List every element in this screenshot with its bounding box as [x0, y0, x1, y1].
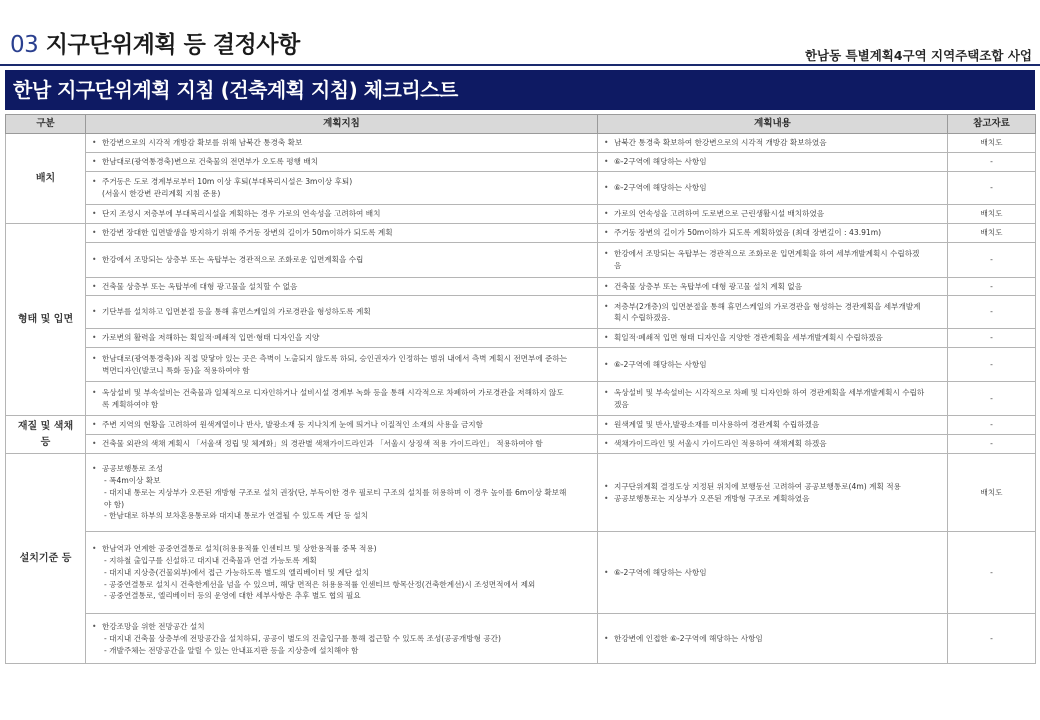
category-cell: 설치기준 등 — [6, 454, 86, 664]
plan-text: • 획일적·폐쇄적 입면 형태 디자인을 지양한 경관계획을 세부개발계획시 수립하겠음 — [604, 332, 941, 344]
guideline-cell — [86, 296, 598, 329]
plan-text: • 주거동 장변의 길이가 50m이하가 되도록 계획하였음 (최대 장변길이 : 43.91m) — [604, 227, 941, 239]
guideline-text: (서울시 한강변 관리계획 지침 준용) — [102, 188, 221, 198]
guideline-text: • 옥상설비 및 부속설비는 건축물과 일체적으로 디자인하거나 설비시설 경계부 녹화 등을 통해 시각적으로 차폐하여 가로경관을 저해하지 않도 — [92, 387, 591, 399]
table-row — [6, 329, 1036, 348]
guideline-text: 록 계획하여야 함 — [102, 399, 159, 409]
plan-cell — [598, 223, 948, 242]
plan-cell — [598, 171, 948, 204]
category-cell: 형태 및 입면 — [6, 223, 86, 416]
table-row — [6, 382, 1036, 416]
table-row — [6, 416, 1036, 435]
checklist-banner: 한남 지구단위계획 지침 (건축계획 지침) 체크리스트 — [5, 70, 1035, 110]
reference-cell: 배치도 — [948, 223, 1036, 242]
checklist-table — [5, 114, 1036, 664]
guideline-subitem: - 대지내 건축물 상층부에 전망공간을 설치하되, 공공이 별도의 진출입구를 통해 접근할 수 있도록 조성(공공개방형 공간) — [104, 633, 501, 643]
guideline-cell — [86, 223, 598, 242]
reference-cell: - — [948, 329, 1036, 348]
guideline-text: • 기단부를 설치하고 입면분절 등을 통해 휴먼스케일의 가로경관을 형성하도록 계획 — [92, 306, 591, 318]
reference-cell: - — [948, 382, 1036, 416]
guideline-text: • 한남대로(광역통경축)변으로 건축물의 전면부가 오도록 평행 배치 — [92, 156, 591, 168]
plan-text: • 공공보행통로는 지상부가 오픈된 개방형 구조로 계획하였음 — [604, 493, 941, 505]
table-row — [6, 454, 1036, 532]
guideline-subitem: - 지하철 출입구를 신설하고 대지내 건축물과 연결 가능토록 계획 — [104, 556, 317, 566]
table-row — [6, 532, 1036, 614]
plan-text: • 건축물 상층부 또는 옥탑부에 대형 광고물 설치 계획 없음 — [604, 281, 941, 293]
guideline-subitem: - 공중연결통로 설치시 건축한계선을 넘을 수 있으며, 해당 면적은 허용용적률 인센티브 항목산정(건축한계선)시 조성면적에서 제외 — [104, 579, 536, 589]
plan-cell — [598, 532, 948, 614]
guideline-cell — [86, 614, 598, 664]
header-reference: 참고자료 — [948, 115, 1036, 134]
guideline-cell — [86, 277, 598, 296]
plan-cell — [598, 416, 948, 435]
plan-cell — [598, 296, 948, 329]
plan-text: • 옥상설비 및 부속설비는 시각적으로 차폐 및 디자인화 하여 경관계획을 세부개발계획시 수립하 — [604, 387, 941, 399]
table-row — [6, 204, 1036, 223]
table-row — [6, 614, 1036, 664]
reference-cell: 배치도 — [948, 454, 1036, 532]
guideline-text: • 건축물 상층부 또는 옥탑부에 대형 광고물을 설치할 수 없음 — [92, 281, 591, 293]
plan-text: • 한강에서 조망되는 옥탑부는 경관적으로 조화로운 입면계획을 하여 세부개발계획시 수립하겠 — [604, 248, 941, 260]
guideline-subitem: - 개발주체는 전망공간을 알릴 수 있는 안내표지판 등을 지상층에 설치해야 함 — [104, 645, 359, 655]
plan-cell — [598, 329, 948, 348]
plan-text: • ⑥-2구역에 해당하는 사항임 — [604, 182, 941, 194]
guideline-text: • 가로변의 활력을 저해하는 획일적·폐쇄적 입면·형태 디자인을 지양 — [92, 332, 591, 344]
guideline-text: • 한강조망을 위한 전망공간 설치 — [92, 621, 591, 633]
table-body — [6, 134, 1036, 664]
reference-cell: - — [948, 152, 1036, 171]
guideline-cell — [86, 171, 598, 204]
reference-cell: - — [948, 242, 1036, 277]
table-row — [6, 223, 1036, 242]
guideline-text: • 건축물 외관의 색채 계획시 「서울색 정립 및 체계화」의 경관별 색채가이드라인과 「서울시 상징색 적용 가이드라인」 적용하여야 함 — [92, 438, 591, 450]
page-title — [10, 26, 300, 59]
category-cell: 재질 및 색채 등 — [6, 416, 86, 454]
plan-cell — [598, 204, 948, 223]
reference-cell: - — [948, 435, 1036, 454]
project-name: 한남동 특별계획4구역 지역주택조합 사업 — [804, 48, 1032, 63]
guideline-text: • 주변 지역의 현황을 고려하여 원색계열이나 반사, 발광소재 등 지나치게 눈에 띄거나 이질적인 소재의 사용을 금지함 — [92, 419, 591, 431]
guideline-cell — [86, 416, 598, 435]
plan-text: • ⑥-2구역에 해당하는 사항임 — [604, 567, 941, 579]
guideline-cell — [86, 532, 598, 614]
plan-text: 획시 수립하겠음. — [614, 313, 671, 323]
plan-cell — [598, 152, 948, 171]
reference-cell: 배치도 — [948, 134, 1036, 153]
plan-text: • 원색계열 및 반사,발광소재를 미사용하여 경관계획 수립하겠음 — [604, 419, 941, 431]
plan-text: • 지구단위계획 결정도상 지정된 위치에 보행동선 고려하여 공공보행통로(4m) 계획 적용 — [604, 481, 941, 493]
guideline-subitem: - 대지내 통로는 지상부가 오픈된 개방형 구조로 설치 권장(단, 부득이한 경우 필로티 구조의 설치를 허용하며 이 경우 높이를 6m이상 확보해 — [104, 487, 567, 497]
plan-text: • ⑥-2구역에 해당하는 사항임 — [604, 156, 941, 168]
guideline-subitem: - 대지내 지상층(건물외부)에서 접근 가능하도록 별도의 엘리베이터 및 계단 설치 — [104, 567, 370, 577]
guideline-cell — [86, 454, 598, 532]
plan-cell — [598, 134, 948, 153]
plan-text: • 남북간 통경축 확보하여 한강변으로의 시각적 개방감 확보하였음 — [604, 137, 941, 149]
section-number: 03 — [10, 32, 39, 58]
plan-text: 음 — [614, 260, 622, 270]
table-row — [6, 348, 1036, 382]
reference-cell: - — [948, 532, 1036, 614]
guideline-text: • 한남대로(광역통경축)와 직접 맞닿아 있는 곳은 측벽이 노출되지 않도록 하되, 승인권자가 인정하는 범위 내에서 측벽 계획시 전면부에 준하는 — [92, 353, 591, 365]
guideline-text: 벽면디자인(발코니 특화 등)을 적용하여야 함 — [102, 365, 250, 375]
header-category: 구분 — [6, 115, 86, 134]
reference-cell: - — [948, 171, 1036, 204]
plan-cell — [598, 454, 948, 532]
guideline-text: • 단지 조성시 저층부에 부대복리시설을 계획하는 경우 가로의 연속성을 고려하여 배치 — [92, 208, 591, 220]
table-row — [6, 152, 1036, 171]
guideline-subitem: 야 함) — [104, 499, 125, 509]
guideline-cell — [86, 204, 598, 223]
page-header — [0, 0, 1040, 66]
header-plan: 계획내용 — [598, 115, 948, 134]
header-guideline: 계획지침 — [86, 115, 598, 134]
plan-cell — [598, 382, 948, 416]
table-row — [6, 242, 1036, 277]
section-title: 지구단위계획 등 결정사항 — [45, 32, 300, 58]
plan-cell — [598, 242, 948, 277]
reference-cell: - — [948, 614, 1036, 664]
guideline-cell — [86, 152, 598, 171]
reference-cell: - — [948, 296, 1036, 329]
plan-text: • 가로의 연속성을 고려하여 도로변으로 근린생활시설 배치하였음 — [604, 208, 941, 220]
reference-cell: - — [948, 277, 1036, 296]
guideline-cell — [86, 134, 598, 153]
table-row — [6, 435, 1036, 454]
plan-text: • 저층부(2개층)의 입면분절을 통해 휴먼스케일의 가로경관을 형성하는 경관계획을 세부개발계 — [604, 301, 941, 313]
guideline-text: • 한강변으로의 시각적 개방감 확보를 위해 남북간 통경축 확보 — [92, 137, 591, 149]
guideline-cell — [86, 242, 598, 277]
plan-cell — [598, 435, 948, 454]
guideline-text: • 한남역과 연계한 공중연결통로 설치(허용용적률 인센티브 및 상한용적률 중복 적용) — [92, 543, 591, 555]
reference-cell: 배치도 — [948, 204, 1036, 223]
table-row — [6, 296, 1036, 329]
guideline-subitem: - 한남대로 하부의 보차혼용통로와 대지내 통로가 연결될 수 있도록 계단 등 설치 — [104, 511, 369, 521]
guideline-subitem: - 폭4m이상 확보 — [104, 476, 161, 486]
category-cell: 배치 — [6, 134, 86, 224]
table-row — [6, 134, 1036, 153]
table-row — [6, 277, 1036, 296]
plan-text: • 색채가이드라인 및 서울시 가이드라인 적용하여 색채계획 하겠음 — [604, 438, 941, 450]
plan-text: • ⑥-2구역에 해당하는 사항임 — [604, 359, 941, 371]
guideline-text: • 한강변 장대한 입면발생을 방지하기 위해 주거동 장변의 길이가 50m이하가 되도록 계획 — [92, 227, 591, 239]
plan-text: • 한강변에 인접한 ⑥-2구역에 해당하는 사항임 — [604, 633, 941, 645]
guideline-cell — [86, 435, 598, 454]
reference-cell: - — [948, 348, 1036, 382]
guideline-cell — [86, 348, 598, 382]
plan-cell — [598, 348, 948, 382]
guideline-text: • 공공보행통로 조성 — [92, 463, 591, 475]
reference-cell: - — [948, 416, 1036, 435]
guideline-text: • 한강에서 조망되는 상층부 또는 옥탑부는 경관적으로 조화로운 입면계획을 수립 — [92, 254, 591, 266]
plan-cell — [598, 614, 948, 664]
table-row — [6, 171, 1036, 204]
plan-text: 겠음 — [614, 399, 629, 409]
guideline-cell — [86, 382, 598, 416]
plan-cell — [598, 277, 948, 296]
guideline-text: • 주거동은 도로 경계부로부터 10m 이상 후퇴(부대복리시설은 3m이상 후퇴) — [92, 176, 591, 188]
header-divider — [0, 64, 1040, 66]
guideline-cell — [86, 329, 598, 348]
guideline-subitem: - 공중연결통로, 엘리베이터 등의 운영에 대한 세부사항은 추후 별도 협의 필요 — [104, 591, 361, 601]
table-header-row — [6, 115, 1036, 134]
